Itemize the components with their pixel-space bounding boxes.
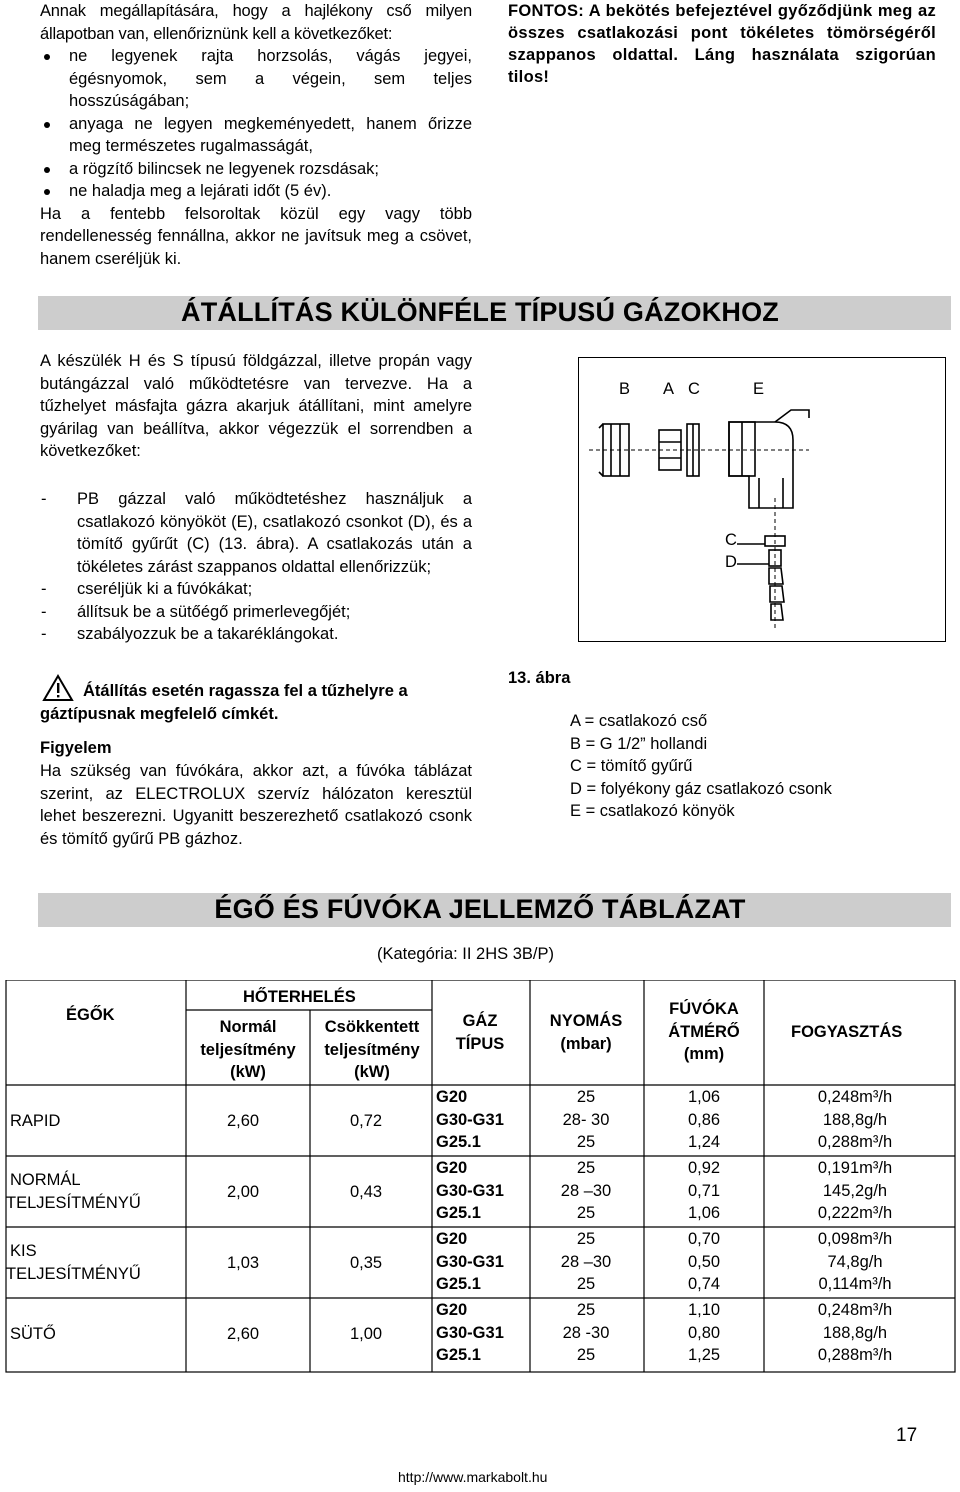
col-header-normal: Normál teljesítmény (kW)	[200, 1018, 296, 1081]
legend-item: B = G 1/2” hollandi	[570, 734, 708, 753]
row-nozzle: 1,10 0,80 1,25	[687, 1301, 721, 1364]
table-grid	[0, 980, 960, 1375]
conversion-steps	[40, 488, 472, 646]
attention-title: Figyelem	[40, 739, 112, 757]
col-header-pressure: NYOMÁS (mbar)	[549, 1012, 623, 1053]
row-consumption: 0,248m³/h 188,8g/h 0,288m³/h	[817, 1088, 893, 1151]
bullet-item: ne haladja meg a lejárati időt (5 év).	[40, 180, 472, 203]
intro-closing: Ha a fentebb felsoroltak közül egy vagy több rendellenesség fennállna, akkor ne javítsuk meg a csövet, hanem cseréljük ki.	[40, 204, 472, 268]
row-name: RAPID	[10, 1112, 61, 1130]
col-header-reduced: Csökkentett teljesítmény (kW)	[324, 1018, 420, 1081]
row-name: SÜTŐ	[10, 1325, 56, 1343]
col-header-gas: GÁZ TÍPUS	[455, 1012, 505, 1053]
step-item: - szabályozzuk be a takaréklángokat.	[40, 623, 472, 646]
row-pressure: 25 28 -30 25	[562, 1301, 610, 1364]
bullet-item: a rögzítő bilincsek ne legyenek rozsdásak;	[40, 158, 472, 181]
col-header-consumption: FOGYASZTÁS	[791, 1023, 903, 1041]
fig-label-a: A	[663, 380, 675, 398]
bullet-item: ne legyenek rajta horzsolás, vágás jegyei, égésnyomok, sem a végein, sem teljes hosszúságában;	[40, 45, 472, 113]
intro-bullet-list	[40, 45, 472, 203]
fig-label-d-side: D	[725, 553, 737, 571]
row-consumption: 0,191m³/h 145,2g/h 0,222m³/h	[817, 1159, 893, 1222]
row-name: KIS TELJESÍTMÉNYŰ	[6, 1242, 141, 1283]
page-number: 17	[896, 1425, 918, 1446]
figure-caption: 13. ábra	[508, 669, 571, 687]
row-gas: G20 G30-G31 G25.1	[436, 1301, 504, 1364]
row-reduced: 0,72	[350, 1112, 383, 1130]
row-normal: 2,60	[227, 1112, 260, 1130]
row-pressure: 25 28 –30 25	[560, 1230, 612, 1293]
warning-text: Átállítás esetén ragassza fel a tűzhelyre a gáztípusnak megfelelő címkét.	[40, 682, 408, 723]
fig-label-c-side: C	[725, 531, 737, 549]
important-note: FONTOS: A bekötés befejeztével győződjünk meg az összes csatlakozási pont tökéletes tömörségéről szappanos oldattal. Láng használata szigorúan tilos!	[508, 2, 936, 86]
legend-item: D = folyékony gáz csatlakozó csonk	[570, 779, 832, 798]
category-note: (Kategória: II 2HS 3B/P)	[377, 945, 554, 963]
fitting-drawing	[579, 358, 944, 640]
figure-13	[578, 357, 946, 642]
legend-item: E = csatlakozó könyök	[570, 802, 735, 820]
section-title-table: ÉGŐ ÉS FÚVÓKA JELLEMZŐ TÁBLÁZAT	[214, 894, 746, 924]
row-reduced: 0,43	[350, 1183, 383, 1201]
section-title-conversion: ÁTÁLLÍTÁS KÜLÖNFÉLE TÍPUSÚ GÁZOKHOZ	[181, 297, 779, 327]
row-gas: G20 G30-G31 G25.1	[436, 1230, 504, 1293]
footer-url[interactable]: http://www.markabolt.hu	[398, 1469, 548, 1485]
fig-label-e: E	[753, 380, 765, 398]
figure-legend	[570, 710, 832, 823]
row-pressure: 25 28- 30 25	[562, 1088, 610, 1151]
row-nozzle: 0,92 0,71 1,06	[687, 1159, 721, 1222]
conversion-intro: A készülék H és S típusú földgázzal, illetve propán vagy butángázzal való működtetésre van tervezve. Ha a tűzhelyet másfajta gázra akarjuk átállítani, mint amelyre gyárilag van beállítva, akkor végezzük el sorrendben a következőket:	[40, 352, 472, 460]
attention-text: Ha szükség van fúvókára, akkor azt, a fúvóka táblázat szerint, az ELECTROLUX szervíz hálózaton keresztül lehet beszerezni. Ugyanitt beszerezhető csatlakozó csonk és tömítő gyűrű PB gázhoz.	[40, 762, 472, 848]
step-item: - állítsuk be a sütőégő primerlevegőjét;	[40, 601, 472, 624]
row-normal: 2,60	[227, 1325, 260, 1343]
row-normal: 1,03	[227, 1254, 260, 1272]
step-item: - cseréljük ki a fúvókákat;	[40, 578, 472, 601]
fig-label-b: B	[619, 380, 631, 398]
row-pressure: 25 28 –30 25	[560, 1159, 612, 1222]
row-name: NORMÁL TELJESÍTMÉNYŰ	[6, 1171, 141, 1212]
col-header-heat-load: HŐTERHELÉS	[243, 988, 356, 1006]
spec-table	[0, 980, 960, 1375]
row-reduced: 1,00	[350, 1325, 383, 1343]
intro-lead: Annak megállapítására, hogy a hajlékony cső milyen állapotban van, ellenőriznünk kell a következőket:	[40, 2, 472, 43]
col-header-nozzle: FÚVÓKA ÁTMÉRŐ (mm)	[668, 1000, 740, 1063]
row-normal: 2,00	[227, 1183, 260, 1201]
bullet-item: anyaga ne legyen megkeményedett, hanem őrizze meg természetes rugalmasságát,	[40, 113, 472, 158]
row-consumption: 0,248m³/h 188,8g/h 0,288m³/h	[817, 1301, 893, 1364]
col-header-burners: ÉGŐK	[66, 1006, 115, 1024]
row-nozzle: 0,70 0,50 0,74	[687, 1230, 721, 1293]
intro-block	[40, 0, 472, 270]
row-nozzle: 1,06 0,86 1,24	[687, 1088, 721, 1151]
row-consumption: 0,098m³/h 74,8g/h 0,114m³/h	[817, 1230, 893, 1293]
step-item: - PB gázzal való működtetéshez használjuk a csatlakozó könyököt (E), csatlakozó csonkot (D), és a tömítő gyűrűt (C) (13. ábra). A csatlakozás után a tökéletes zárást szappanos oldattal ellenőrizzük;	[40, 488, 472, 578]
fig-label-c: C	[688, 380, 700, 398]
row-gas: G20 G30-G31 G25.1	[436, 1159, 504, 1222]
row-gas: G20 G30-G31 G25.1	[436, 1088, 504, 1151]
row-reduced: 0,35	[350, 1254, 383, 1272]
legend-item: A = csatlakozó cső	[570, 712, 708, 730]
legend-item: C = tömítő gyűrű	[570, 757, 693, 775]
